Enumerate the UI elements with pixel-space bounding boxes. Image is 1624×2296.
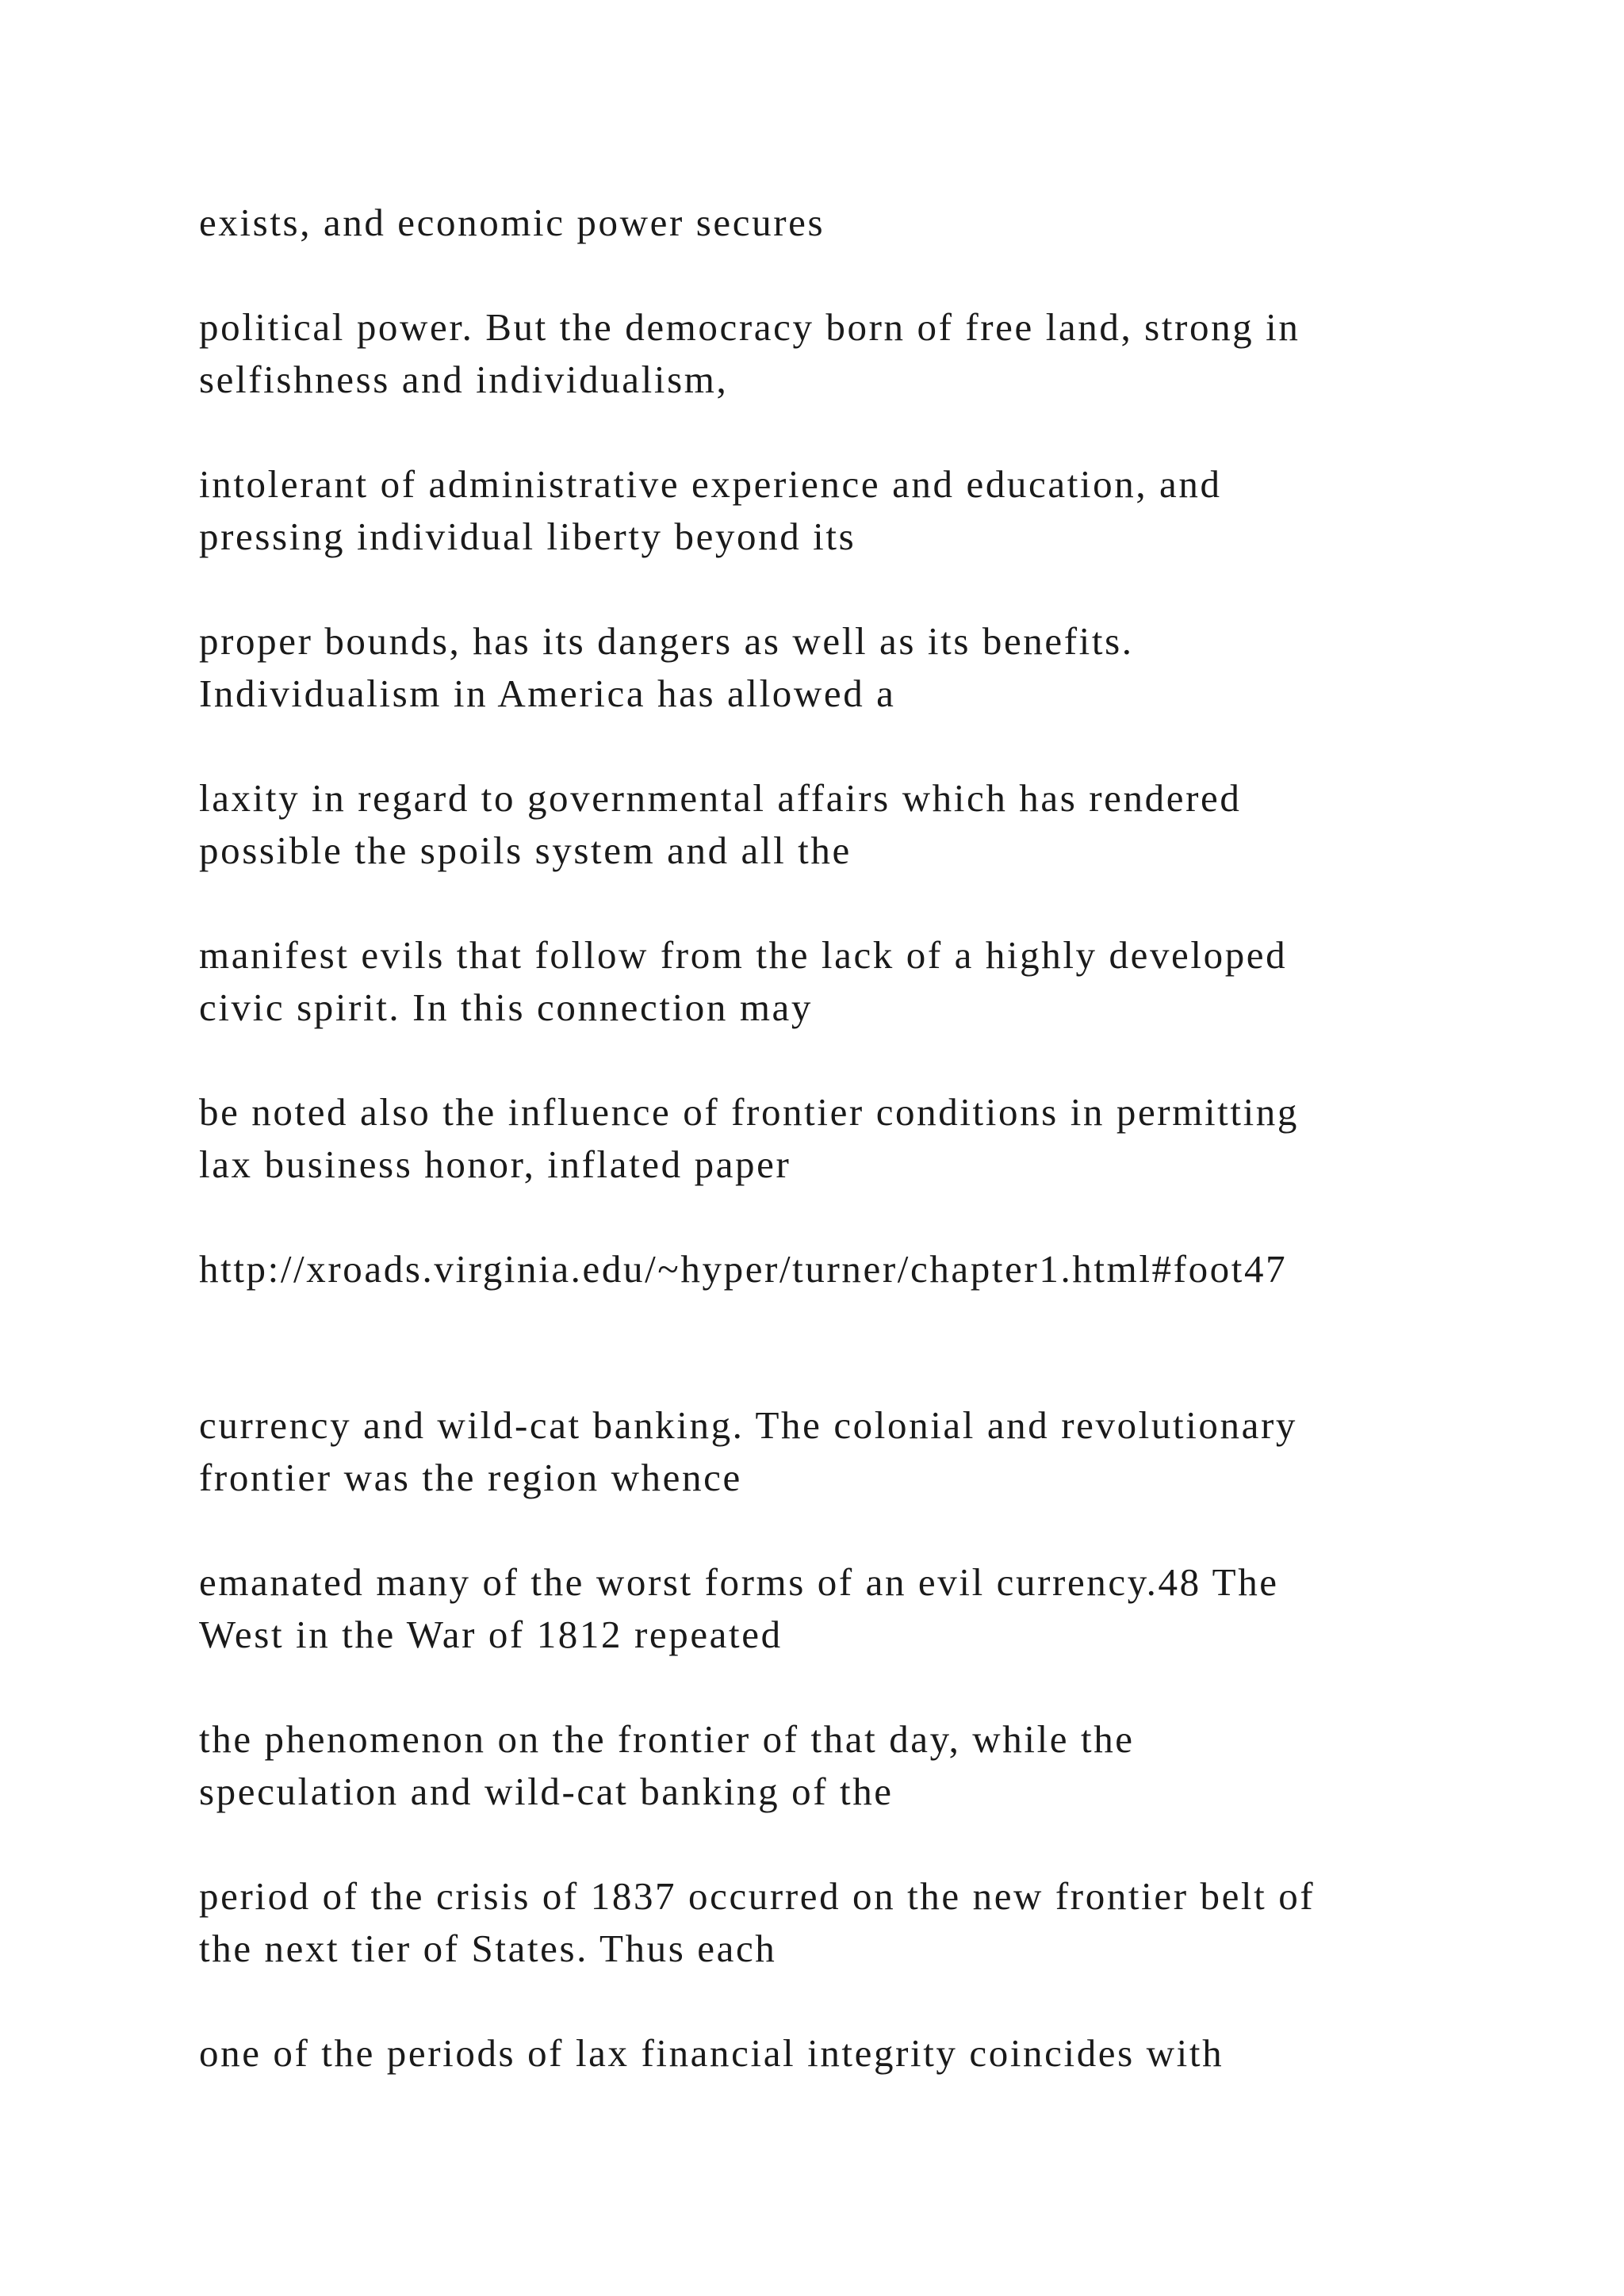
text-line: Individualism in America has allowed a <box>199 672 896 715</box>
text-line: speculation and wild-cat banking of the <box>199 1770 894 1813</box>
text-line: the phenomenon on the frontier of that day, while the <box>199 1717 1135 1761</box>
text-line: proper bounds, has its dangers as well as its benefits. <box>199 619 1134 663</box>
text-line: lax business honor, inflated paper <box>199 1142 791 1186</box>
text-line: period of the crisis of 1837 occurred on the new frontier belt of <box>199 1874 1316 1918</box>
text-line: civic spirit. In this connection may <box>199 985 814 1029</box>
text-line: intolerant of administrative experience and education, and <box>199 462 1222 506</box>
text-line: political power. But the democracy born of free land, strong in <box>199 305 1300 349</box>
text-line: one of the periods of lax financial integrity coincides with <box>199 2031 1224 2075</box>
text-line: exists, and economic power secures <box>199 201 825 244</box>
text-line: laxity in regard to governmental affairs which has rendered <box>199 776 1242 820</box>
text-line: frontier was the region whence <box>199 1456 742 1499</box>
text-line: possible the spoils system and all the <box>199 828 852 872</box>
text-line: be noted also the influence of frontier conditions in permitting <box>199 1090 1299 1134</box>
url-line: http://xroads.virginia.edu/~hyper/turner/chapter1.html#foot47 <box>199 1247 1288 1291</box>
text-line: currency and wild-cat banking. The colonial and revolutionary <box>199 1403 1297 1447</box>
text-line: the next tier of States. Thus each <box>199 1927 777 1970</box>
text-line: manifest evils that follow from the lack of a highly developed <box>199 933 1288 977</box>
text-line: pressing individual liberty beyond its <box>199 515 856 558</box>
text-line: selfishness and individualism, <box>199 358 729 401</box>
text-line: emanated many of the worst forms of an evil currency.48 The <box>199 1560 1279 1604</box>
text-line: West in the War of 1812 repeated <box>199 1613 783 1656</box>
